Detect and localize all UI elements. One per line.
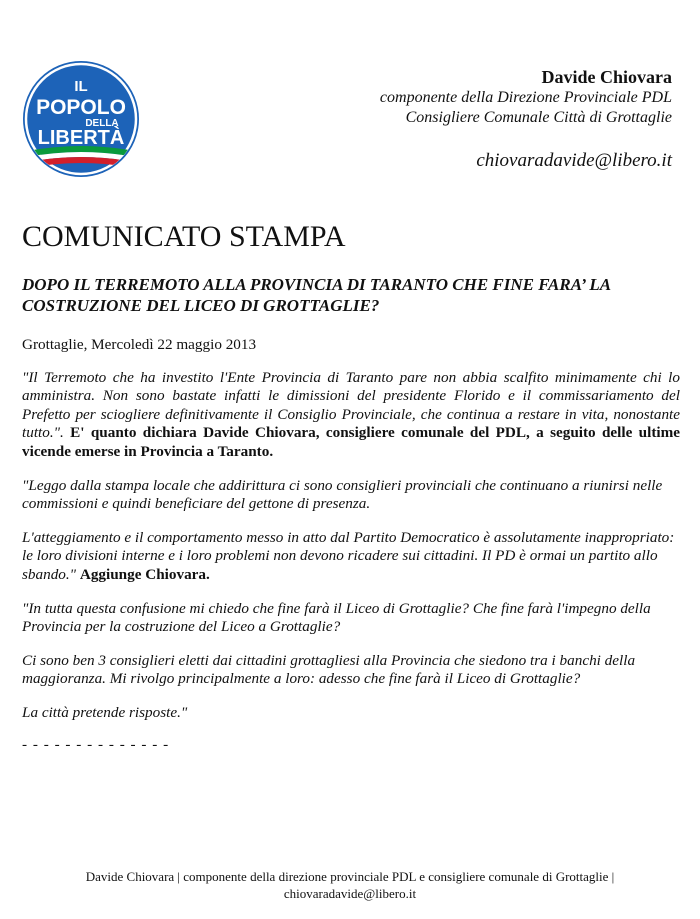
footer: [22, 868, 678, 902]
logo-line-1: IL: [74, 78, 88, 95]
footer-line-2: chiovaradavide@libero.it: [283, 886, 417, 901]
footer-line-1: Davide Chiovara | componente della direzione provinciale PDL e consigliere comunale di Grottaglie |: [85, 869, 615, 884]
paragraph-1-quote: "Il Terremoto che ha investito l'Ente Provincia di Taranto pare non abbia scalfito minimamente chi lo amministra. Non sono bastate infatti le dimissioni del presidente Florido e il commissariamento del Prefetto per sciogliere definitivamente il Consiglio Provinciale, che continua a restare in vita, nonostante tutto.".: [22, 368, 680, 442]
press-release-body: [22, 336, 680, 754]
paragraph-1-bold: E' quanto dichiara Davide Chiovara, consigliere comunale del PDL, a seguito delle ultime vicende emerse in Provincia a Taranto.: [22, 424, 681, 460]
sender-name: Davide Chiovara: [541, 67, 672, 87]
logo-line-4: LIBERTÀ: [37, 127, 125, 149]
paragraph-2: "Leggo dalla stampa locale che addirittura ci sono consiglieri provinciali che continuano a riunirsi nelle commissioni e quindi beneficiare del gettone di presenza.: [22, 476, 663, 513]
logo-line-2: POPOLO: [36, 96, 126, 119]
pdl-logo: [22, 60, 140, 178]
separator: - - - - - - - - - - - - - -: [22, 735, 170, 753]
sender-role-2: Consigliere Comunale Città di Grottaglie: [405, 109, 672, 126]
paragraph-3: [22, 529, 680, 585]
paragraph-1: [22, 369, 680, 462]
logo-line-3: DELLA: [85, 118, 119, 129]
headline: DOPO IL TERREMOTO ALLA PROVINCIA DI TARANTO CHE FINE FARA’ LA COSTRUZIONE DEL LICEO DI GROTTAGLIE?: [22, 275, 611, 315]
paragraph-4: "In tutta questa confusione mi chiedo che fine farà il Liceo di Grottaglie? Che fine farà l'impegno della Provincia per la costruzione del Liceo a Grottaglie?: [22, 599, 651, 636]
sender-header: [380, 66, 672, 172]
document-title: COMUNICATO STAMPA: [22, 220, 346, 253]
paragraph-6: La città pretende risposte.": [22, 703, 188, 721]
sender-email[interactable]: chiovaradavide@libero.it: [476, 150, 672, 171]
paragraph-3-bold: Aggiunge Chiovara.: [79, 565, 210, 583]
sender-role-1: componente della Direzione Provinciale PDL: [379, 89, 672, 106]
paragraph-3-text: L'atteggiamento e il comportamento messo in atto dal Partito Democratico è assolutamente inappropriato: le loro divisioni interne e i loro problemi non devono ricadere sui cittadini. Il PD è ormai un partito allo sbando.": [22, 528, 675, 583]
dateline: Grottaglie, Mercoledì 22 maggio 2013: [22, 336, 257, 353]
paragraph-5: Ci sono ben 3 consiglieri eletti dai cittadini grottagliesi alla Provincia che siedono tra i banchi della maggioranza. Mi rivolgo principalmente a loro: adesso che fine farà il Liceo di Grottaglie?: [22, 651, 636, 688]
